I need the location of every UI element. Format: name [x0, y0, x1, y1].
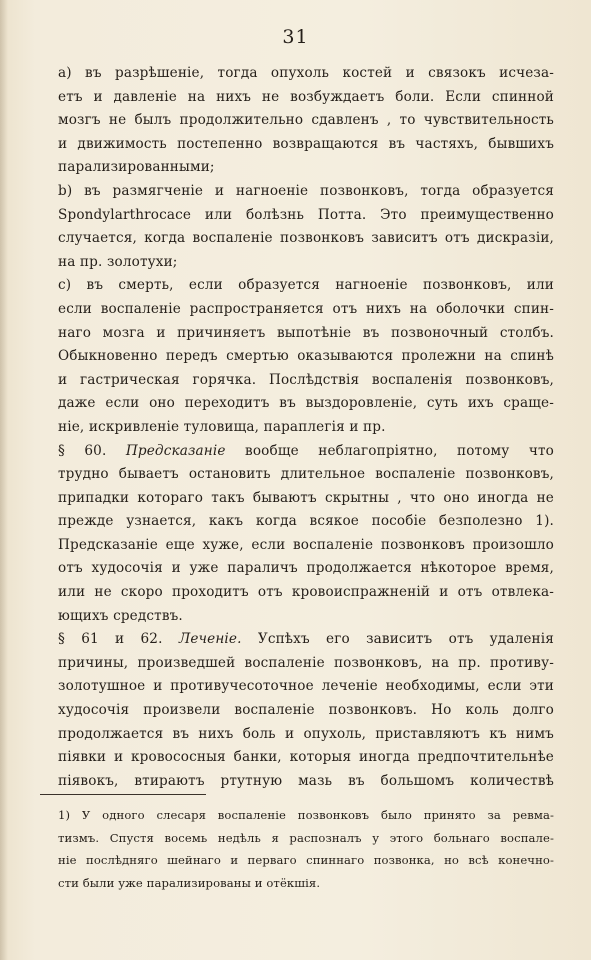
- text-line: мозгъ не былъ продолжительно сдавленъ , то чувствительность: [58, 112, 554, 129]
- footnote-line: 1) У одного слесаря воспаленіе позвонковъ было принято за ревма-: [58, 808, 554, 822]
- italic-heading-word: Леченіе.: [178, 631, 242, 648]
- text-line: b) въ размягченіе и нагноеніе позвонковъ, тогда образуется: [58, 182, 554, 199]
- text-line: Spondylarthrocace или болѣзнь Потта. Это преимущественно: [58, 206, 554, 223]
- text-line: даже если оно переходитъ въ выздоровленіе, суть ихъ сраще-: [58, 395, 554, 412]
- footnote-line: ніе послѣдняго шейнаго и перваго спиннаго позвонка, но всѣ конечно-: [58, 853, 554, 868]
- footnotes: [58, 804, 554, 894]
- page-number: 31: [282, 26, 309, 48]
- text-line: a) въ разрѣшеніе, тогда опухоль костей и связокъ исчеза-: [58, 65, 554, 81]
- text-line: если воспаленіе распространяется отъ нихъ на оболочки спин-: [58, 300, 554, 317]
- text-line: припадки котораго такъ бываютъ скрытны , что оно иногда не: [58, 489, 554, 506]
- text-line: трудно бываетъ остановить длительное воспаленіе позвонковъ,: [58, 466, 554, 483]
- text-line: продолжается въ нихъ боль и опухоль, приставляютъ къ нимъ: [58, 725, 554, 742]
- text-line: причины, произведшей воспаленіе позвонковъ, на пр. противу-: [58, 654, 554, 671]
- footnote-divider: [40, 794, 206, 795]
- text-line: ніе, искривленіе туловища, параплегія и пр.: [58, 418, 386, 435]
- text-line: худосочія произвели воспаленіе позвонковъ. Но коль долго: [58, 702, 554, 719]
- footnote-line: сти были уже парализированы и отёкшія.: [58, 875, 321, 890]
- page-edge-shadow: [0, 0, 8, 960]
- section-61-62-line: § 61 и 62. Леченіе. Успѣхъ его зависитъ отъ удаленія: [58, 631, 554, 648]
- italic-heading-word: Предсказаніе: [125, 442, 226, 459]
- text-line: ющихъ средствъ.: [58, 607, 183, 624]
- text-line: c) въ смерть, если образуется нагноеніе позвонковъ, или: [58, 277, 554, 294]
- section-60-line: § 60. Предсказаніе вообще неблагопріятно, потому что: [58, 442, 554, 459]
- text-line: и движимость постепенно возвращаются въ частяхъ, бывшихъ: [58, 135, 554, 152]
- main-text: [58, 62, 554, 793]
- text-line: Обыкновенно передъ смертью оказываются пролежни на спинѣ: [58, 348, 554, 365]
- text-line: піявокъ, втираютъ ртутную мазь въ большомъ количествѣ: [58, 772, 554, 789]
- text-line: отъ худосочія и уже параличъ продолжается нѣкоторое время,: [58, 560, 554, 577]
- text-line: на пр. золотухи;: [58, 253, 178, 270]
- text-line: золотушное и противучесоточное леченіе необходимы, если эти: [58, 678, 554, 695]
- text-line: и гастрическая горячка. Послѣдствія воспаленія позвонковъ,: [58, 371, 554, 388]
- text-line: піявки и кровососныя банки, которыя иногда предпочтительнѣе: [58, 749, 554, 766]
- text-line: наго мозга и причиняетъ выпотѣніе въ позвоночный столбъ.: [58, 324, 554, 341]
- text-line: или не скоро проходитъ отъ кровоиспражненій и отъ отвлека-: [58, 584, 554, 601]
- text-line: случается, когда воспаленіе позвонковъ зависитъ отъ дискразіи,: [58, 230, 554, 247]
- text-line: Предсказаніе еще хуже, если воспаленіе позвонковъ произошло: [58, 536, 554, 553]
- text-line: парализированными;: [58, 159, 215, 176]
- footnote-line: тизмъ. Спустя восемь недѣль я распозналъ у этого больнаго воспале-: [58, 830, 554, 845]
- text-line: етъ и давленіе на нихъ не возбуждаетъ боли. Если спинной: [58, 88, 554, 105]
- text-line: прежде узнается, какъ когда всякое пособіе безполезно 1).: [58, 513, 554, 530]
